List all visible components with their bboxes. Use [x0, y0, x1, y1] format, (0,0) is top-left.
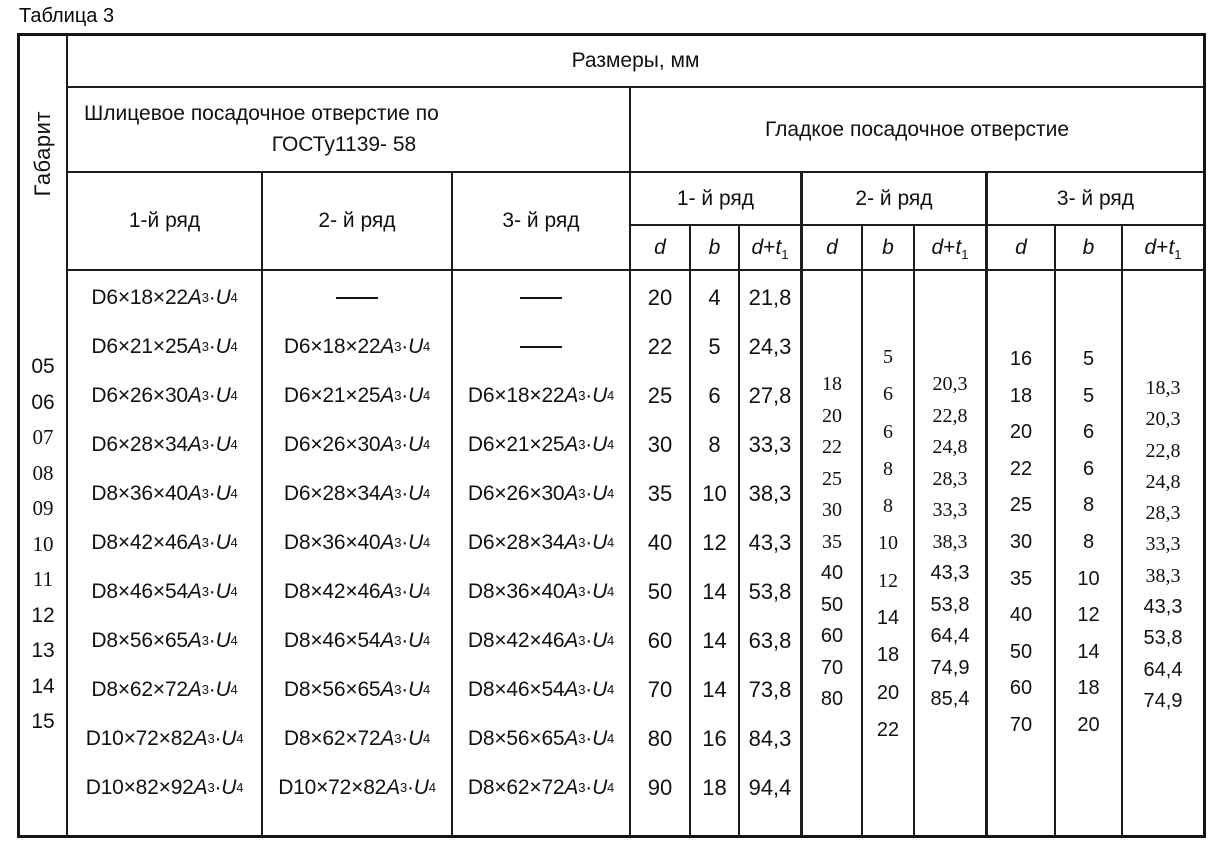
- table-value: 25: [1009, 494, 1033, 517]
- spline-designation: D8×42×46 A 3 · U 4: [467, 628, 615, 652]
- razmery-label: Размеры, мм: [571, 49, 700, 72]
- table-caption: Таблица 3: [19, 5, 115, 27]
- smooth-section-header: [631, 88, 1203, 173]
- spline-designation: D8×46×54 A 3 · U 4: [91, 579, 238, 603]
- table-value: 14: [702, 627, 727, 653]
- smooth-row3-label: 3- й ряд: [1056, 186, 1135, 210]
- spline-designation: D8×36×40 A 3 · U 4: [283, 530, 431, 554]
- table-value: 43,3: [748, 529, 792, 555]
- spline-designation: D6×28×34 A 3 · U 4: [467, 530, 615, 554]
- table-value: 33,3: [932, 499, 968, 521]
- razmery-header: [68, 36, 1203, 88]
- table-value: 40: [647, 529, 673, 555]
- table-value: 10: [702, 480, 727, 506]
- table-value: 14: [1077, 640, 1100, 663]
- table-value: 85,4: [930, 688, 970, 710]
- spline-designation: [453, 322, 629, 371]
- table-value: 70: [647, 676, 673, 702]
- table-value: 08: [32, 460, 54, 485]
- table-value: 70: [820, 656, 844, 679]
- table-value: 10: [32, 531, 54, 556]
- smooth-row2-dt-cell: [915, 271, 988, 835]
- table-value: 18,3: [1145, 377, 1181, 399]
- spline-designation: D6×26×30 A 3 · U 4: [91, 383, 238, 407]
- table-value: 4: [708, 284, 721, 310]
- spline-designation: D8×36×40 A 3 · U 4: [467, 579, 615, 603]
- spline-row3-cell: [453, 271, 631, 835]
- table-value: 22: [876, 718, 900, 741]
- table-value: 80: [820, 688, 844, 710]
- spline-section-title-line1: Шлицевое посадочное отверстие по: [84, 102, 439, 125]
- col-header-d-1: d: [631, 226, 691, 271]
- table-value: 30: [1009, 530, 1033, 553]
- table-value: 22,8: [1145, 439, 1181, 462]
- spline-row2-header: [263, 173, 453, 271]
- table-value: 38,3: [932, 530, 968, 553]
- smooth-row3-dt-list: [1123, 271, 1203, 717]
- spline-designation: [453, 273, 629, 322]
- table-value: 28,3: [932, 467, 968, 490]
- spline-row1-list: [68, 271, 261, 812]
- col-header-d-3: d: [988, 226, 1056, 271]
- smooth-row1-dt-cell: [740, 271, 803, 835]
- spline-row1-label: 1-й ряд: [128, 209, 201, 232]
- spline-row1-cell: [68, 271, 263, 835]
- spline-designation: D8×62×72 A 3 · U 4: [283, 726, 431, 750]
- smooth-row1-label: 1- й ряд: [676, 186, 755, 210]
- col-header-dt-3: $d+t_1$: [1123, 226, 1203, 271]
- table-value: 20,3: [1145, 408, 1181, 431]
- table-value: 18: [876, 644, 900, 667]
- smooth-row2-dt-list: [915, 271, 985, 716]
- table-value: 20: [822, 404, 842, 427]
- table-value: 18: [1009, 384, 1033, 407]
- table-value: 5: [1082, 384, 1095, 407]
- table-value: 07: [32, 425, 54, 449]
- table-value: 15: [31, 710, 55, 733]
- col-header-d-2: d: [803, 226, 863, 271]
- spline-designation: D8×46×54 A 3 · U 4: [283, 628, 431, 652]
- table-value: 12: [31, 603, 55, 627]
- col-header-b-1: b: [691, 226, 740, 271]
- table-value: 25: [647, 382, 673, 408]
- table-value: 16: [702, 725, 727, 751]
- spline-row1-header: [68, 173, 263, 271]
- table-value: 11: [32, 567, 54, 591]
- table-value: 74,9: [930, 656, 970, 679]
- table-value: 25: [822, 467, 842, 490]
- smooth-row3-b-list: [1056, 271, 1121, 744]
- smooth-row1-b-list: [691, 271, 738, 812]
- table-value: 10: [878, 532, 898, 555]
- spline-designation: D8×62×72 A 3 · U 4: [91, 677, 238, 701]
- table-value: 90: [647, 774, 673, 800]
- smooth-row2-b-cell: [863, 271, 915, 835]
- table-value: 60: [1009, 677, 1033, 700]
- table-value: 14: [876, 607, 900, 630]
- table-value: 6: [1082, 457, 1095, 480]
- table-value: 53,8: [748, 578, 792, 604]
- table-value: 8: [883, 495, 893, 518]
- col-header-dt-1: $d+t_1$: [740, 226, 803, 271]
- col-header-b-3: b: [1056, 226, 1123, 271]
- table-value: 50: [820, 593, 844, 616]
- smooth-row1-d-cell: [631, 271, 691, 835]
- table-value: 8: [708, 431, 721, 457]
- spline-designation: D8×42×46 A 3 · U 4: [91, 530, 238, 554]
- spline-designation: D6×18×22 A 3 · U 4: [467, 383, 615, 407]
- table-value: 18: [702, 774, 727, 800]
- spline-row3-list: [453, 271, 629, 812]
- table-value: 20: [876, 681, 900, 704]
- gabarit-values-list: [20, 271, 66, 740]
- smooth-row2-d-cell: [803, 271, 863, 835]
- table-value: 5: [708, 333, 721, 359]
- table-value: 8: [1082, 530, 1095, 553]
- spline-designation: D6×21×25 A 3 · U 4: [467, 432, 615, 456]
- table-value: 33,3: [1145, 533, 1181, 556]
- table-value: 8: [1082, 494, 1095, 517]
- table-value: 06: [31, 390, 55, 414]
- table-value: 64,4: [1143, 658, 1183, 681]
- table-value: 22: [647, 333, 673, 359]
- table-value: 74,9: [1143, 689, 1183, 712]
- spline-designation: D6×28×34 A 3 · U 4: [283, 481, 431, 505]
- table-value: 5: [1082, 348, 1095, 370]
- empty-dash: [336, 297, 378, 299]
- table-value: 38,3: [1145, 564, 1181, 587]
- smooth-row3-d-cell: [988, 271, 1056, 835]
- spline-row3-header: [453, 173, 631, 271]
- smooth-row3-b-cell: [1056, 271, 1123, 835]
- table-value: 50: [647, 578, 673, 604]
- table-value: 14: [31, 674, 55, 698]
- spline-designation: D6×26×30 A 3 · U 4: [467, 481, 615, 505]
- table-value: 80: [647, 725, 673, 751]
- table-value: 13: [31, 639, 55, 662]
- table-value: 30: [822, 499, 842, 521]
- spline-designation: D6×26×30 A 3 · U 4: [283, 432, 431, 456]
- empty-dash: [520, 297, 562, 299]
- table-value: 27,8: [748, 382, 792, 408]
- smooth-row2-b-list: [863, 271, 913, 749]
- spline-designation: D8×56×65 A 3 · U 4: [283, 677, 431, 701]
- spline-section-title-line2: ГОСТу1139- 58: [271, 133, 417, 156]
- spline-designation: D8×56×65 A 3 · U 4: [467, 726, 615, 750]
- col-header-dt-2: $d+t_1$: [915, 226, 988, 271]
- smooth-section-title: Гладкое посадочное отверстие: [764, 117, 1070, 141]
- table-value: 12: [702, 529, 727, 555]
- smooth-row2-label: 2- й ряд: [855, 186, 933, 210]
- table-value: 14: [702, 676, 727, 702]
- table-value: 14: [702, 578, 727, 604]
- table-value: 22,8: [932, 404, 968, 427]
- table-value: 20: [1077, 713, 1100, 736]
- spline-row2-label: 2- й ряд: [318, 209, 396, 232]
- table-value: 09: [32, 496, 54, 520]
- table-value: 18: [822, 373, 842, 395]
- table-value: 5: [883, 346, 893, 368]
- spline-designation: D10×72×82 A 3 · U 4: [278, 775, 436, 799]
- smooth-row2-d-list: [803, 271, 861, 716]
- table-value: 21,8: [748, 284, 792, 310]
- spline-designation: D10×82×92 A 3 · U 4: [85, 775, 244, 799]
- table-value: 8: [883, 457, 893, 480]
- dimensions-table: [17, 33, 1206, 838]
- table-value: 73,8: [748, 676, 792, 702]
- table-value: 12: [878, 569, 898, 592]
- smooth-row2-header: [803, 173, 988, 226]
- spline-designation: D6×21×25 A 3 · U 4: [283, 383, 431, 407]
- table-value: 20: [647, 284, 673, 310]
- table-value: 18: [1077, 677, 1100, 700]
- smooth-row3-dt-cell: [1123, 271, 1203, 835]
- table-value: 50: [1009, 640, 1033, 663]
- smooth-row1-d-list: [631, 271, 689, 812]
- table-value: 60: [647, 627, 673, 653]
- table-value: 6: [708, 382, 721, 408]
- table-value: 12: [1077, 604, 1100, 627]
- table-value: 35: [1009, 567, 1033, 590]
- table-value: 38,3: [748, 480, 792, 506]
- spline-row3-label: 3- й ряд: [502, 209, 580, 232]
- table-value: 35: [822, 530, 842, 553]
- empty-dash: [520, 346, 562, 348]
- table-value: 53,8: [1143, 627, 1183, 650]
- spline-designation: D8×46×54 A 3 · U 4: [467, 677, 615, 701]
- table-value: 40: [820, 562, 844, 584]
- table-value: 53,8: [930, 593, 970, 616]
- table-value: 35: [647, 480, 673, 506]
- spline-designation: D6×18×22 A 3 · U 4: [283, 334, 431, 358]
- spline-designation: D10×72×82 A 3 · U 4: [85, 726, 244, 750]
- spline-designation: D8×56×65 A 3 · U 4: [91, 628, 238, 652]
- spline-row2-cell: [263, 271, 453, 835]
- spline-designation: D6×18×22 A 3 · U 4: [91, 285, 238, 309]
- table-value: 43,3: [1143, 596, 1183, 619]
- gabarit-label: Габарит: [30, 110, 55, 197]
- table-value: 05: [31, 355, 55, 378]
- table-value: 28,3: [1145, 502, 1181, 525]
- spline-designation: D6×28×34 A 3 · U 4: [91, 432, 238, 456]
- smooth-row1-dt-list: [740, 271, 800, 812]
- spline-designation: D8×36×40 A 3 · U 4: [91, 481, 238, 505]
- table-value: 70: [1009, 713, 1033, 736]
- spline-designation: D6×21×25 A 3 · U 4: [91, 334, 238, 358]
- table-value: 63,8: [748, 627, 792, 653]
- table-value: 6: [1082, 421, 1095, 444]
- table-value: 84,3: [748, 725, 792, 751]
- table-value: 20: [1009, 421, 1033, 444]
- table-value: 6: [883, 420, 893, 443]
- gabarit-column-header: [20, 36, 68, 271]
- spline-row2-list: [263, 271, 451, 812]
- spline-designation: D8×62×72 A 3 · U 4: [467, 775, 615, 799]
- table-value: 40: [1009, 604, 1033, 627]
- table-value: 64,4: [930, 625, 970, 647]
- table-value: 10: [1077, 567, 1100, 590]
- table-value: 33,3: [748, 431, 792, 457]
- table-value: 24,3: [748, 333, 792, 359]
- table-value: 24,8: [932, 436, 968, 458]
- col-header-b-2: b: [863, 226, 915, 271]
- table-value: 22: [1009, 457, 1033, 480]
- smooth-row3-d-list: [988, 271, 1054, 744]
- table-value: 16: [1009, 348, 1033, 370]
- gabarit-values-cell: [20, 271, 68, 835]
- table-value: 22: [822, 436, 842, 458]
- smooth-row3-header: [988, 173, 1203, 226]
- spline-designation: [263, 273, 451, 322]
- table-value: 24,8: [1145, 470, 1181, 493]
- table-value: 94,4: [748, 774, 792, 800]
- table-value: 30: [647, 431, 673, 457]
- table-value: 20,3: [932, 373, 968, 395]
- spline-designation: D8×42×46 A 3 · U 4: [283, 579, 431, 603]
- table-value: 60: [820, 625, 844, 647]
- smooth-row1-header: [631, 173, 803, 226]
- spline-section-header: [68, 88, 631, 173]
- table-value: 43,3: [930, 562, 970, 584]
- table-value: 6: [883, 383, 893, 406]
- smooth-row1-b-cell: [691, 271, 740, 835]
